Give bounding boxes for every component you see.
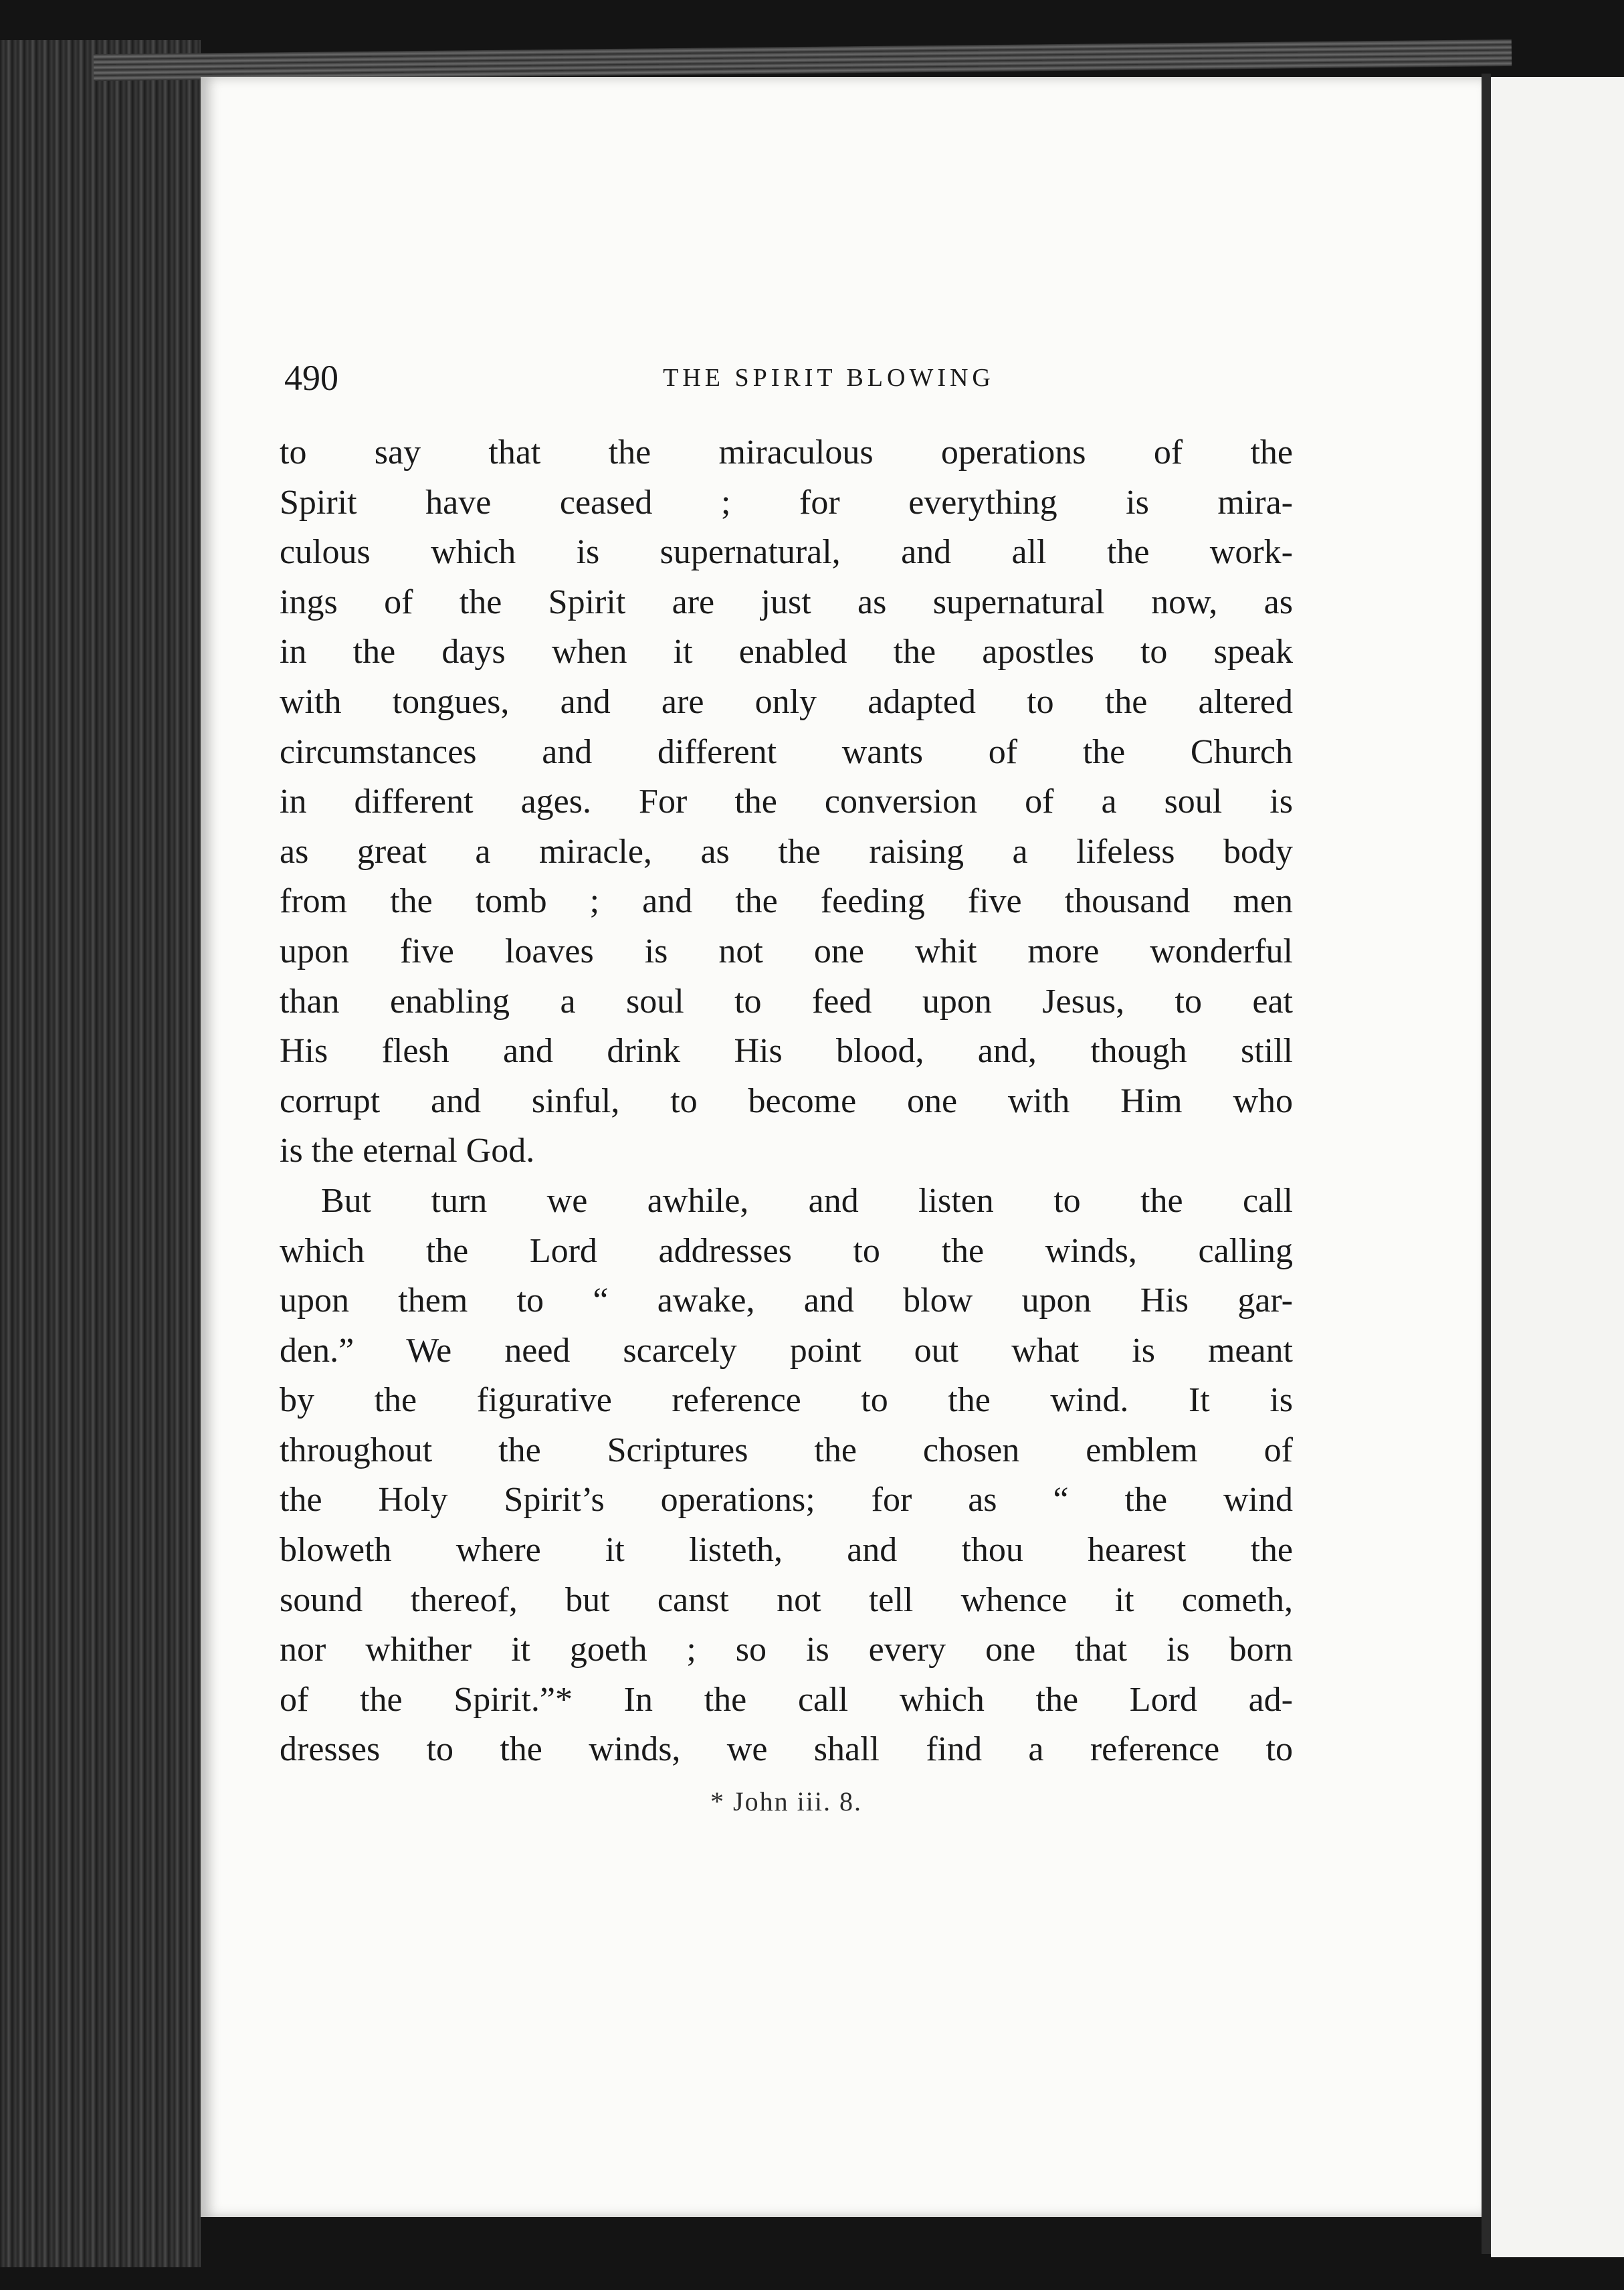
text-line: bloweth where it listeth, and thou hearest the [280, 1531, 1293, 1570]
text-line: of the Spirit.”* In the call which the Lord ad- [280, 1680, 1293, 1719]
text-line: Spirit have ceased ; for everything is mira- [280, 483, 1293, 522]
body-text [280, 428, 1293, 1775]
text-line: which the Lord addresses to the winds, calling [280, 1231, 1293, 1270]
text-line: sound thereof, but canst not tell whence it cometh, [280, 1580, 1293, 1619]
text-line: den.” We need scarcely point out what is meant [280, 1331, 1293, 1370]
running-head [284, 351, 1293, 405]
page-number: 490 [284, 358, 338, 398]
text-line: is the eternal God. [280, 1132, 535, 1170]
text-line: than enabling a soul to feed upon Jesus, to eat [280, 982, 1293, 1021]
text-line: upon five loaves is not one whit more wonderful [280, 932, 1293, 970]
text-line: But turn we awhile, and listen to the call [321, 1181, 1293, 1220]
text-line: circumstances and different wants of the Church [280, 732, 1293, 771]
text-line: His flesh and drink His blood, and, though still [280, 1032, 1293, 1071]
text-line: dresses to the winds, we shall find a reference to [280, 1730, 1293, 1769]
text-line: to say that the miraculous operations of the [280, 433, 1293, 472]
text-line: ings of the Spirit are just as supernatural now, as [280, 583, 1293, 621]
text-line: from the tomb ; and the feeding five thousand men [280, 882, 1293, 921]
text-line: in the days when it enabled the apostles to speak [280, 633, 1293, 671]
book-page-edges [0, 40, 201, 2267]
text-line: upon them to “ awake, and blow upon His gar- [280, 1281, 1293, 1320]
gutter-shadow [1482, 74, 1491, 2254]
text-line: the Holy Spirit’s operations; for as “ the wind [280, 1481, 1293, 1520]
facing-page [1491, 77, 1624, 2257]
text-line: throughout the Scriptures the chosen emblem of [280, 1431, 1293, 1469]
text-line: as great a miracle, as the raising a lifeless body [280, 832, 1293, 871]
text-line: by the figurative reference to the wind. It is [280, 1381, 1293, 1420]
running-title: THE SPIRIT BLOWING [663, 364, 995, 392]
book-top-edge [94, 39, 1512, 81]
text-line: nor whither it goeth ; so is every one that is born [280, 1631, 1293, 1669]
text-line: with tongues, and are only adapted to the altered [280, 682, 1293, 721]
text-line: culous which is supernatural, and all the work- [280, 533, 1293, 572]
text-line: corrupt and sinful, to become one with Him who [280, 1081, 1293, 1120]
text-line: in different ages. For the conversion of a soul is [280, 783, 1293, 821]
footnote: * John iii. 8. [710, 1786, 862, 1816]
